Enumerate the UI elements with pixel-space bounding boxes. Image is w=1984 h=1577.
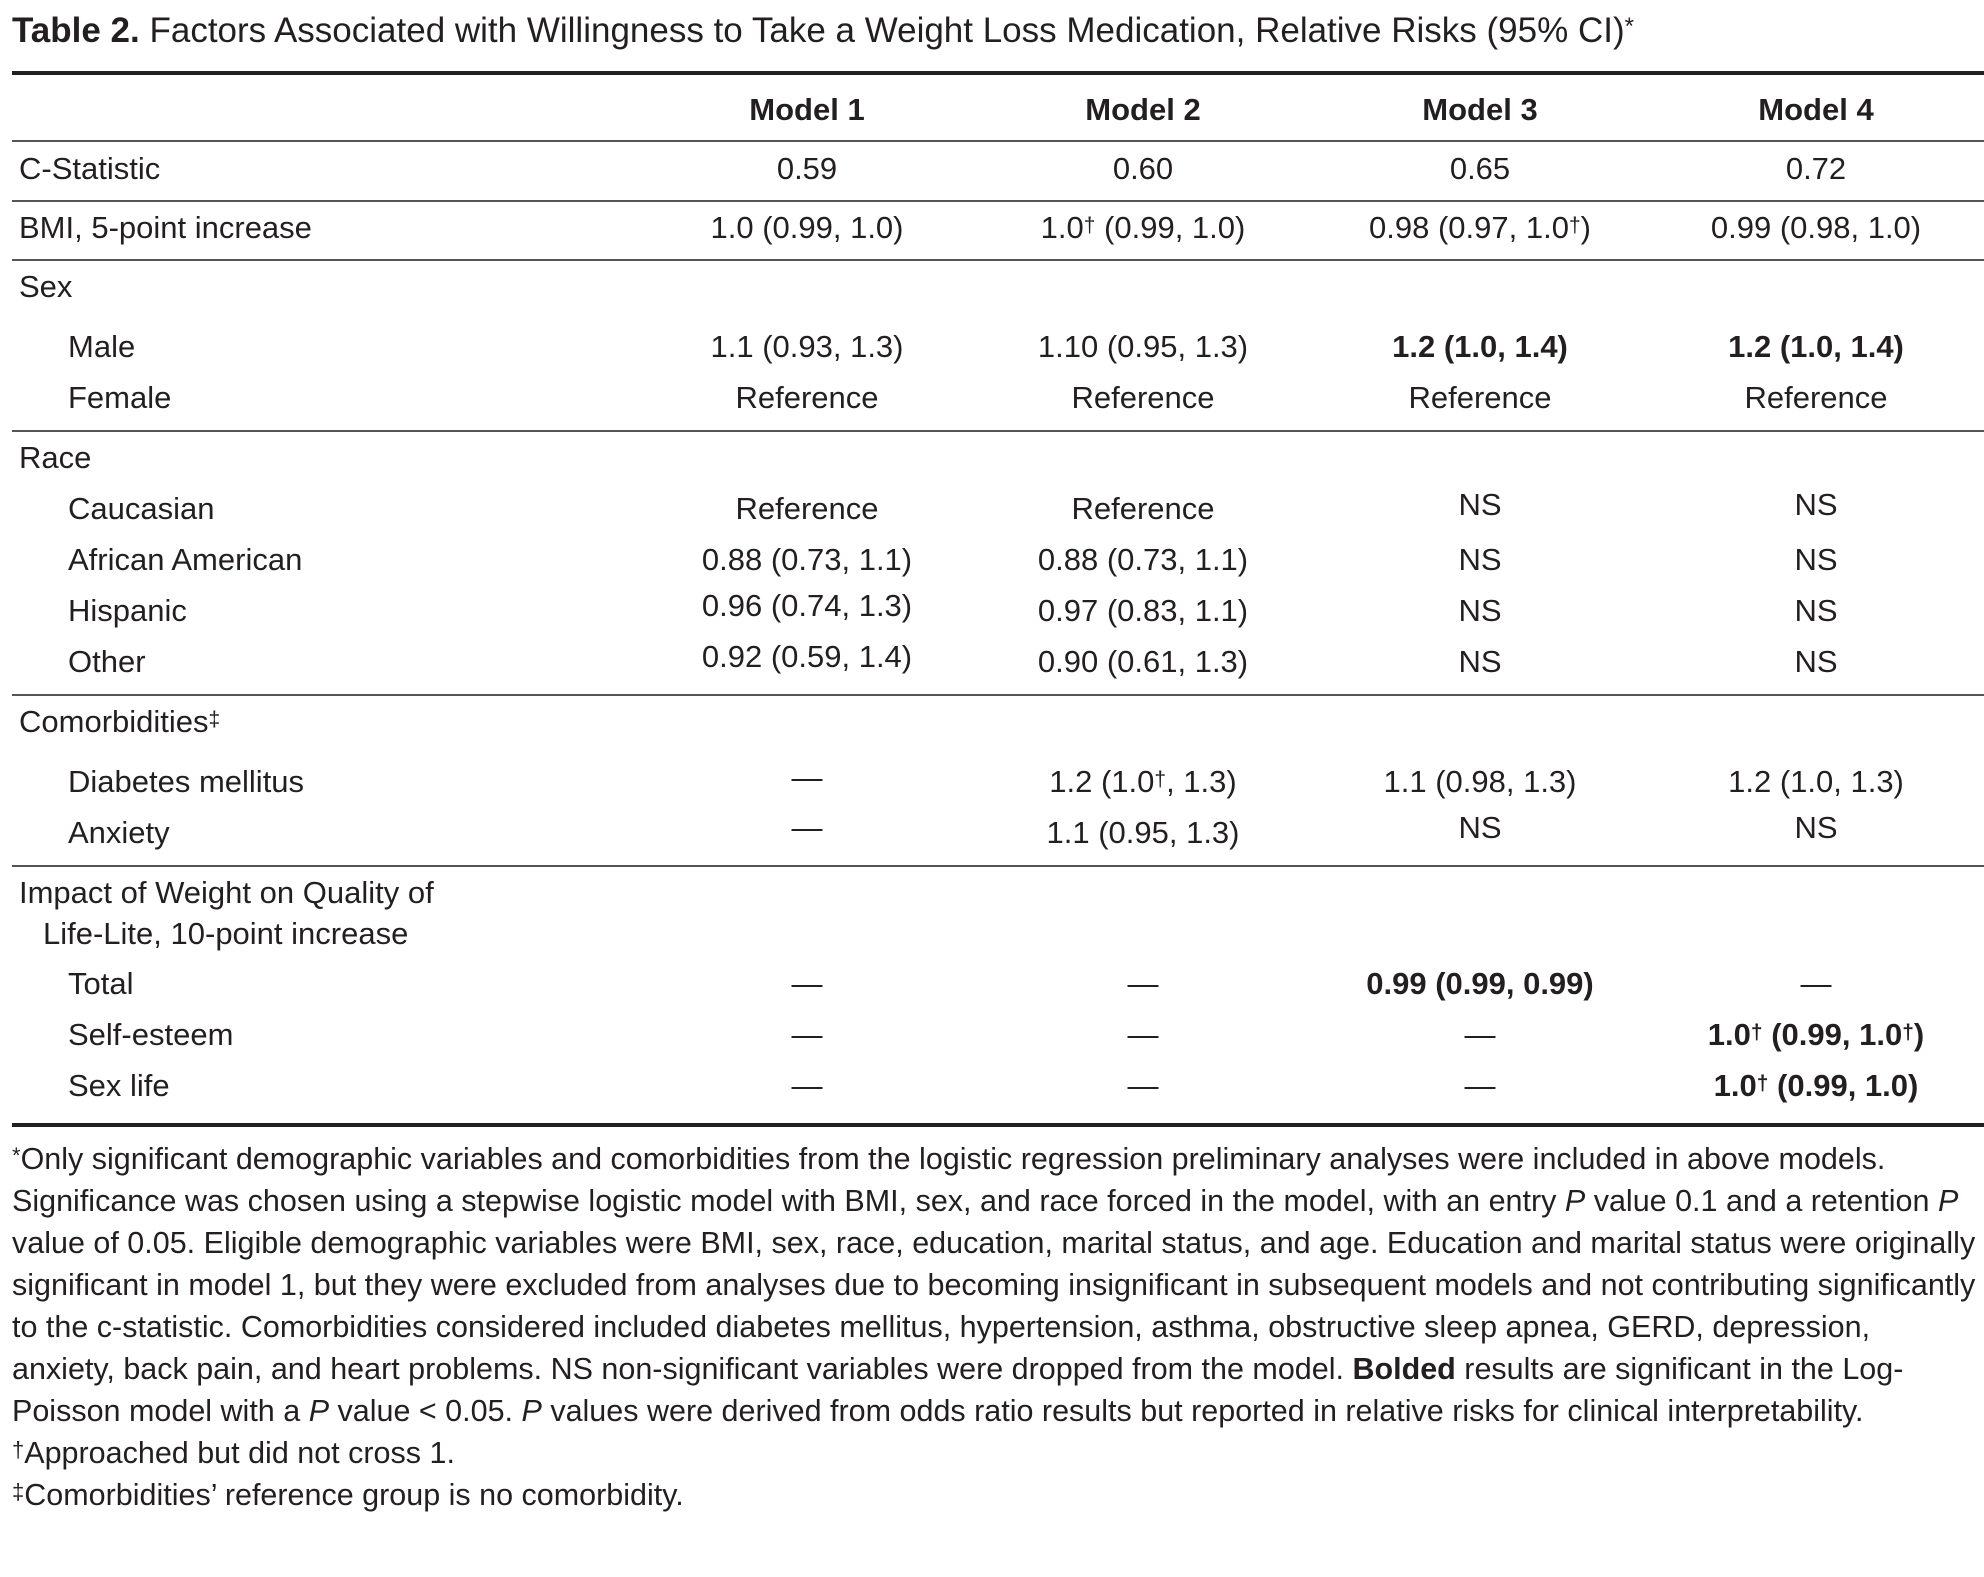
cell-hispanic-m4: NS (1794, 593, 1838, 628)
header-model-4: Model 4 (1758, 92, 1874, 127)
footnote-star: *Only significant demographic variables and comorbidities from the logistic regression preliminary analyses were included in above models. Significance was chosen using a stepwise logistic model with BMI, sex, and race forced in the model, with an entry P value 0.1 and a retention P value of 0.05. Eligible demographic variables were BMI, sex, race, education, marital status, and age. Education and marital status were originally significant in model 1, but they were excluded from analyses due to becoming insignificant in subsequent models and not contributing significantly to the c-statistic. Comorbidities considered included diabetes mellitus, hypertension, asthma, obstructive sleep apnea, GERD, depression, anxiety, back pain, and heart problems. NS non-significant variables were dropped from the model. Bolded results are significant in the Log-Poisson model with a P value < 0.05. P values were derived from odds ratio results but reported in relative risks for clinical interpretability. (12, 1142, 1976, 1428)
cell-female-m2: Reference (1071, 380, 1215, 415)
table-title-text: Factors Associated with Willingness to Take a Weight Loss Medication, Relative Risks (95% CI) (149, 11, 1625, 50)
cell-caucasian-m2: Reference (1071, 491, 1215, 526)
header-model-3: Model 3 (1422, 92, 1538, 127)
cell-male-m2: 1.10 (0.95, 1.3) (1037, 329, 1249, 364)
cell-c-statistic-m1: 0.59 (776, 151, 838, 186)
cell-african-american-m3: NS (1458, 542, 1502, 577)
row-label-sex-life: Sex life (68, 1068, 170, 1103)
section-label-comorbidities: Comorbidities‡ (19, 704, 221, 739)
cell-african-american-m2: 0.88 (0.73, 1.1) (1037, 542, 1249, 577)
section-label-iwqol-line2: Life-Lite, 10-point increase (43, 916, 409, 951)
double-dagger-mark: ‡ (208, 708, 221, 731)
row-label-caucasian: Caucasian (68, 491, 215, 526)
cell-female-m1: Reference (735, 380, 879, 415)
cell-c-statistic-m2: 0.60 (1112, 151, 1174, 186)
cell-female-m4: Reference (1744, 380, 1888, 415)
footnote-double-dagger: ‡Comorbidities’ reference group is no comorbidity. (12, 1478, 684, 1512)
header-model-2: Model 2 (1085, 92, 1201, 127)
footnote-dagger: †Approached but did not cross 1. (12, 1436, 455, 1470)
cell-male-m4: 1.2 (1.0, 1.4) (1728, 329, 1904, 364)
footnote-star-mark: * (12, 1143, 21, 1168)
cell-other-m3: NS (1458, 644, 1502, 679)
cell-anxiety-m1: — (791, 810, 823, 845)
dagger-mark: † (1750, 1021, 1763, 1044)
cell-male-m3: 1.2 (1.0, 1.4) (1392, 329, 1568, 364)
cell-caucasian-m4: NS (1794, 487, 1838, 522)
cell-sex-life-m3: — (1464, 1068, 1496, 1103)
top-rule (12, 71, 1984, 75)
row-divider (12, 200, 1984, 202)
cell-total-m1: — (791, 966, 823, 1001)
row-divider (12, 259, 1984, 261)
cell-diabetes-m1: — (791, 760, 823, 795)
row-label-male: Male (68, 329, 136, 364)
row-label-total: Total (68, 966, 134, 1001)
row-label-female: Female (68, 380, 172, 415)
footnote-dagger-mark: † (12, 1437, 25, 1462)
row-label-african-american: African American (68, 542, 303, 577)
cell-hispanic-m2: 0.97 (0.83, 1.1) (1037, 593, 1249, 628)
footnote-double-dagger-mark: ‡ (12, 1479, 25, 1504)
row-label-diabetes: Diabetes mellitus (68, 764, 305, 799)
cell-diabetes-m3: 1.1 (0.98, 1.3) (1383, 764, 1577, 799)
row-label-self-esteem: Self-esteem (68, 1017, 234, 1052)
cell-african-american-m1: 0.88 (0.73, 1.1) (701, 542, 913, 577)
cell-anxiety-m4: NS (1794, 810, 1838, 845)
cell-self-esteem-m4: 1.0† (0.99, 1.0†) (1707, 1017, 1925, 1052)
table-title (12, 6, 1634, 56)
row-label-hispanic: Hispanic (68, 593, 187, 628)
cell-caucasian-m1: Reference (735, 491, 879, 526)
row-divider (12, 140, 1984, 142)
cell-hispanic-m3: NS (1458, 593, 1502, 628)
cell-diabetes-m2: 1.2 (1.0†, 1.3) (1049, 764, 1237, 799)
table-footnotes (12, 1138, 1978, 1516)
dagger-mark: † (1902, 1021, 1914, 1044)
cell-bmi-m3: 0.98 (0.97, 1.0†) (1369, 210, 1591, 245)
section-label-sex: Sex (19, 269, 73, 304)
cell-sex-life-m4: 1.0† (0.99, 1.0) (1713, 1068, 1919, 1103)
dagger-mark: † (1154, 768, 1167, 791)
dagger-mark: † (1756, 1072, 1769, 1095)
cell-bmi-m1: 1.0 (0.99, 1.0) (710, 210, 904, 245)
dagger-mark: † (1568, 214, 1581, 237)
cell-hispanic-m1: 0.96 (0.74, 1.3) (701, 588, 913, 623)
cell-female-m3: Reference (1408, 380, 1552, 415)
row-divider (12, 865, 1984, 867)
section-label-race: Race (19, 440, 92, 475)
cell-caucasian-m3: NS (1458, 487, 1502, 522)
cell-sex-life-m2: — (1127, 1068, 1159, 1103)
title-footnote-mark: * (1624, 13, 1634, 40)
row-label-other: Other (68, 644, 146, 679)
cell-self-esteem-m3: — (1464, 1017, 1496, 1052)
cell-anxiety-m3: NS (1458, 810, 1502, 845)
cell-total-m4: — (1800, 966, 1832, 1001)
cell-anxiety-m2: 1.1 (0.95, 1.3) (1046, 815, 1240, 850)
cell-self-esteem-m1: — (791, 1017, 823, 1052)
table-number: Table 2. (12, 11, 140, 50)
cell-male-m1: 1.1 (0.93, 1.3) (710, 329, 904, 364)
row-label-c-statistic: C-Statistic (19, 151, 161, 186)
cell-c-statistic-m3: 0.65 (1449, 151, 1511, 186)
row-label-bmi: BMI, 5-point increase (19, 210, 312, 245)
cell-other-m2: 0.90 (0.61, 1.3) (1037, 644, 1249, 679)
cell-diabetes-m4: 1.2 (1.0, 1.3) (1728, 764, 1904, 799)
cell-other-m1: 0.92 (0.59, 1.4) (701, 639, 913, 674)
cell-total-m2: — (1127, 966, 1159, 1001)
cell-bmi-m4: 0.99 (0.98, 1.0) (1710, 210, 1922, 245)
cell-self-esteem-m2: — (1127, 1017, 1159, 1052)
row-label-anxiety: Anxiety (68, 815, 170, 850)
cell-c-statistic-m4: 0.72 (1785, 151, 1847, 186)
cell-sex-life-m1: — (791, 1068, 823, 1103)
row-divider (12, 694, 1984, 696)
cell-total-m3: 0.99 (0.99, 0.99) (1366, 966, 1594, 1001)
header-model-1: Model 1 (749, 92, 865, 127)
section-label-iwqol-line1: Impact of Weight on Quality of (19, 875, 434, 910)
dagger-mark: † (1083, 214, 1096, 237)
cell-bmi-m2: 1.0† (0.99, 1.0) (1040, 210, 1246, 245)
cell-other-m4: NS (1794, 644, 1838, 679)
cell-african-american-m4: NS (1794, 542, 1838, 577)
row-divider (12, 430, 1984, 432)
bottom-rule (12, 1123, 1984, 1127)
